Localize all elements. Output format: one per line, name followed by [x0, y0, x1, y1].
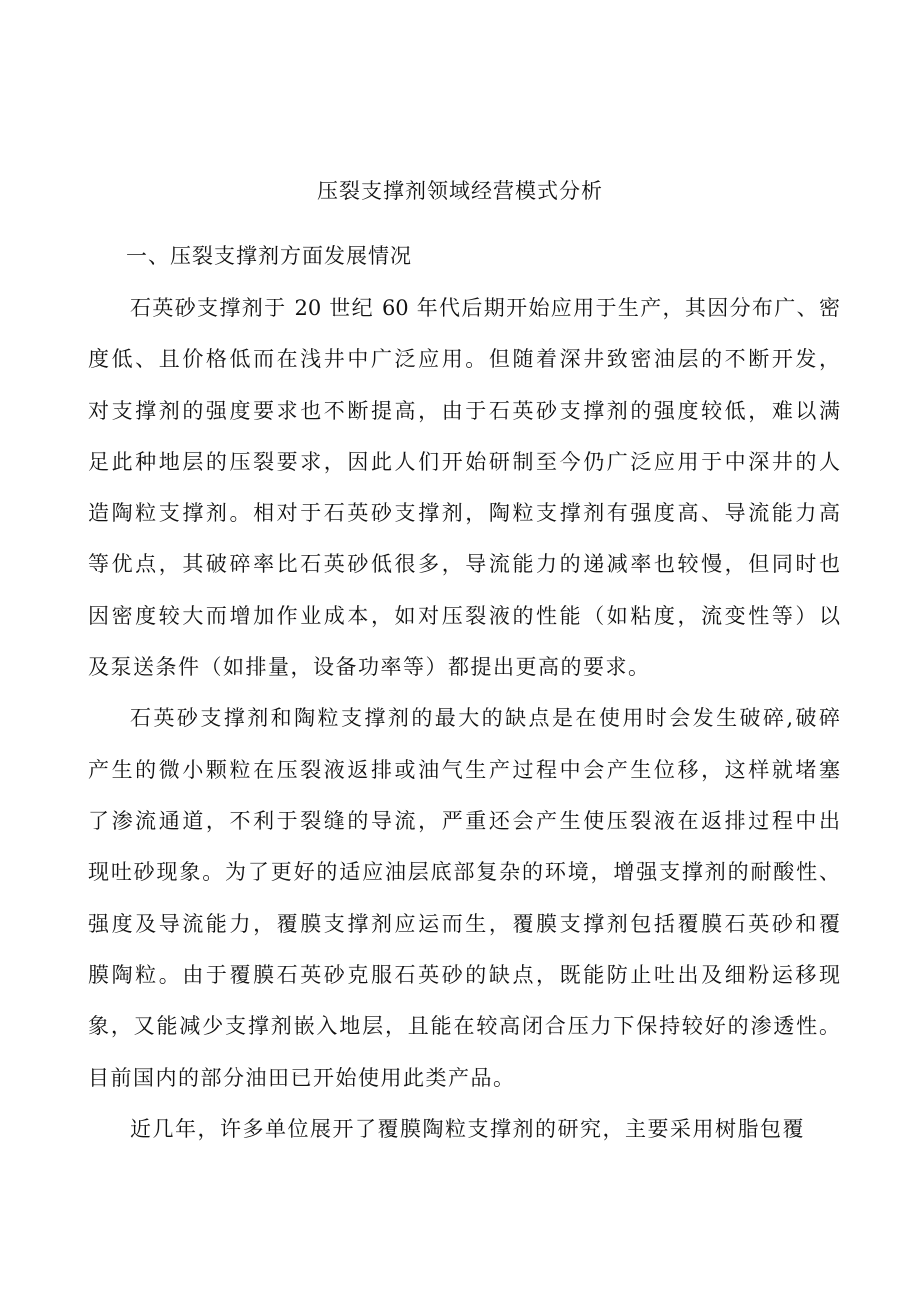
- paragraph-1-line-2: 度低、且价格低而在浅井中广泛应用。但随着深井致密油层的不断开发，: [88, 347, 840, 371]
- paragraph-1-line-6: 等优点，其破碎率比石英砂低很多，导流能力的递减率也较慢，但同时也: [88, 552, 840, 576]
- paragraph-2-line-1: 石英砂支撑剂和陶粒支撑剂的最大的缺点是在使用时会发生破碎,破碎: [130, 706, 840, 730]
- paragraph-2-line-7: 象，又能减少支撑剂嵌入地层，且能在较高闭合压力下保持较好的渗透性。: [88, 1014, 840, 1038]
- paragraph-3-line-1: 近几年，许多单位展开了覆膜陶粒支撑剂的研究，主要采用树脂包覆: [130, 1117, 805, 1141]
- paragraph-1-line-7: 因密度较大而增加作业成本，如对压裂液的性能（如粘度，流变性等）以: [88, 604, 840, 628]
- paragraph-1-line-5: 造陶粒支撑剂。相对于石英砂支撑剂，陶粒支撑剂有强度高、导流能力高: [88, 501, 840, 525]
- paragraph-1-line-8: 及泵送条件（如排量，设备功率等）都提出更高的要求。: [88, 655, 651, 679]
- paragraph-2-line-4: 现吐砂现象。为了更好的适应油层底部复杂的环境，增强支撑剂的耐酸性、: [88, 860, 840, 884]
- paragraph-2-line-5: 强度及导流能力，覆膜支撑剂应运而生，覆膜支撑剂包括覆膜石英砂和覆: [88, 912, 840, 936]
- section-heading: 一、压裂支撑剂方面发展情况: [126, 244, 412, 268]
- paragraph-2-line-3: 了渗流通道，不利于裂缝的导流，严重还会产生使压裂液在返排过程中出: [88, 809, 840, 833]
- paragraph-1-line-1: 石英砂支撑剂于 20 世纪 60 年代后期开始应用于生产，其因分布广、密: [130, 296, 840, 320]
- document-title: 压裂支撑剂领域经营模式分析: [317, 179, 603, 203]
- paragraph-2-line-8: 目前国内的部分油田已开始使用此类产品。: [88, 1066, 516, 1090]
- paragraph-1-line-4: 足此种地层的压裂要求，因此人们开始研制至今仍广泛应用于中深井的人: [88, 450, 840, 474]
- paragraph-2-line-6: 膜陶粒。由于覆膜石英砂克服石英砂的缺点，既能防止吐出及细粉运移现: [88, 963, 840, 987]
- paragraph-2-line-2: 产生的微小颗粒在压裂液返排或油气生产过程中会产生位移，这样就堵塞: [88, 758, 840, 782]
- paragraph-1-line-3: 对支撑剂的强度要求也不断提高，由于石英砂支撑剂的强度较低，难以满: [88, 399, 840, 423]
